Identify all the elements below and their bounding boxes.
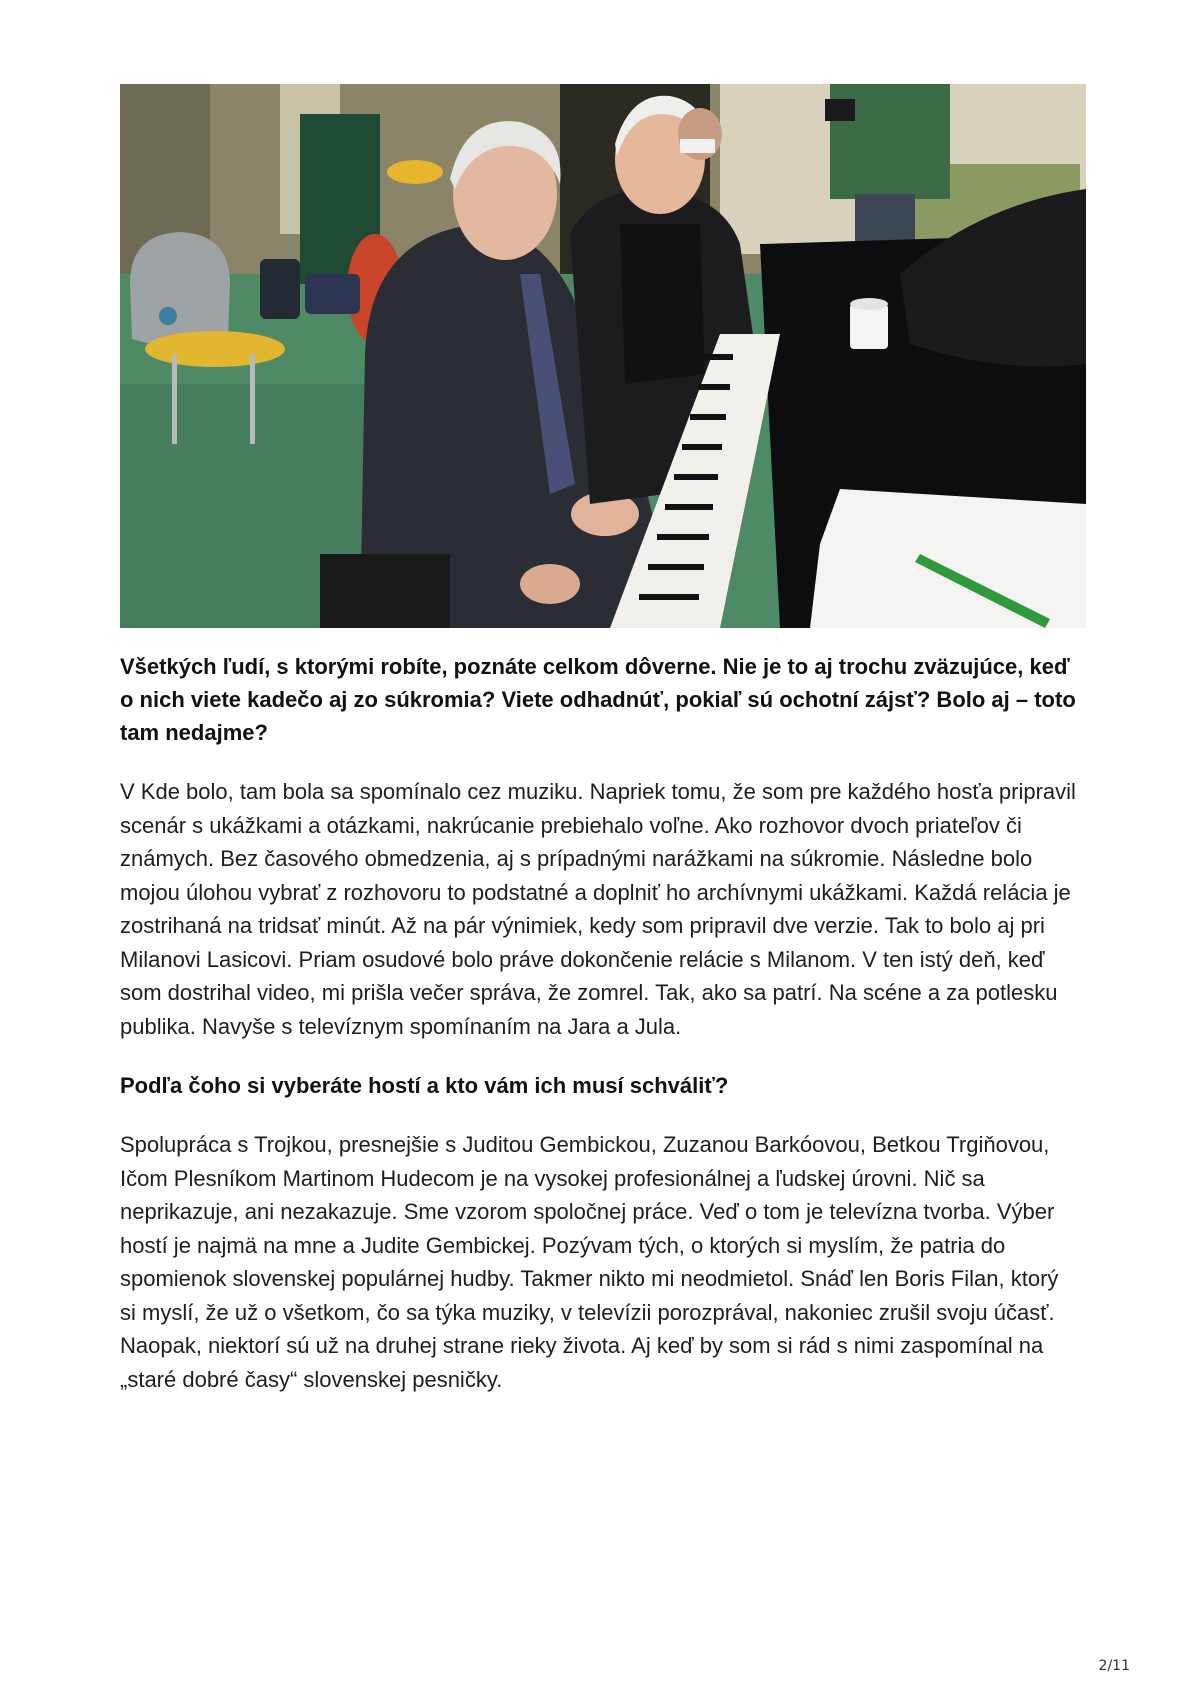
question-1: Všetkých ľudí, s ktorými robíte, poznáte celkom dôverne. Nie je to aj trochu zväzujúce, keď o nich viete kadečo aj zo súkromia? Viete odhadnúť, pokiaľ sú ochotní zájsť? Bolo aj – toto tam nedajme? <box>120 654 1076 745</box>
answer-2: Spolupráca s Trojkou, presnejšie s Juditou Gembickou, Zuzanou Barkóovou, Betkou Trgiňovou, Ičom Plesníkom Martinom Hudecom je na vysokej profesionálnej a ľudskej úrovni. Nič sa neprikazuje, ani nezakazuje. Sme vzorom spoločnej práce. Veď o tom je televízna tvorba. Výber hostí je najmä na mne a Judite Gembickej. Pozývam tých, o ktorých si myslím, že patria do spomienok slovenskej populárnej hudby. Takmer nikto mi neodmietol. Snáď len Boris Filan, ktorý si myslí, že už o všetkom, čo sa týka muziky, v televízii porozprával, nakoniec zrušil svoju účasť. Naopak, niektorí sú už na druhej strane rieky života. Aj keď by som si rád s nimi zaspomínal na „staré dobré časy“ slovenskej pesničky. <box>120 1132 1059 1392</box>
answer-1: V Kde bolo, tam bola sa spomínalo cez muziku. Napriek tomu, že som pre každého hosťa pripravil scenár s ukážkami a otázkami, nakrúcanie prebiehalo voľne. Ako rozhovor dvoch priateľov či známych. Bez časového obmedzenia, aj s prípadnými narážkami na súkromie. Následne bolo mojou úlohou vybrať z rozhovoru to podstatné a doplniť ho archívnymi ukážkami. Každá relácia je zostrihaná na tridsať minút. Až na pár výnimiek, kedy som pripravil dve verzie. Tak to bolo aj pri Milanovi Lasicovi. Priam osudové bolo práve dokončenie relácie s Milanom. V ten istý deň, keď som dostrihal video, mi prišla večer správa, že zomrel. Tak, ako sa patrí. Na scéne a za potlesku publika. Navyše s televíznym spomínaním na Jara a Jula. <box>120 779 1076 1039</box>
article-photo <box>120 84 1086 628</box>
page-number: 2/11 <box>1098 1658 1130 1674</box>
article-body <box>120 650 1080 1422</box>
photo-two-men-at-piano-icon <box>120 84 1086 628</box>
question-2: Podľa čoho si vyberáte hostí a kto vám ich musí schváliť? <box>120 1073 729 1098</box>
